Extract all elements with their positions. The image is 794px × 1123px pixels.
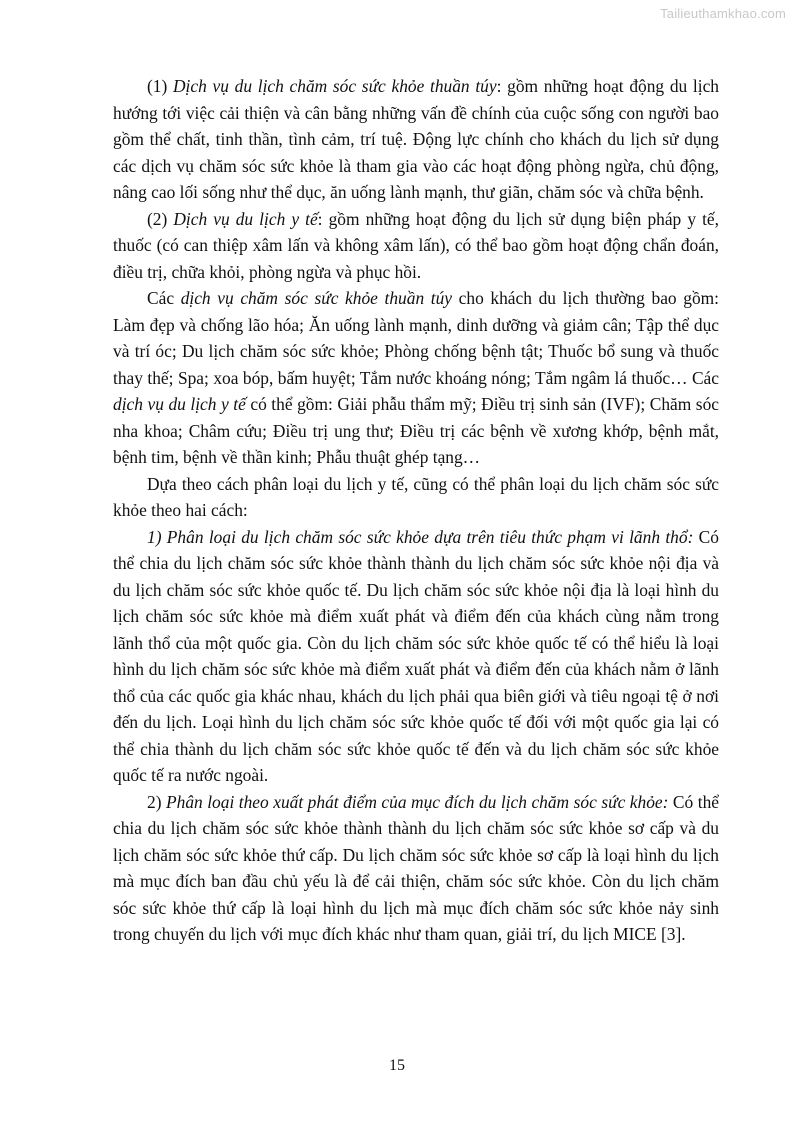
paragraph-text: : gồm những hoạt động du lịch hướng tới việc cải thiện và cân bằng những vấn đề chính của cuộc sống con người bao gồm thể chất, tinh thần, tình cảm, trí tuệ. Động lực chính cho khách du lịch sử dụng các dịch vụ chăm sóc sức khỏe là tham gia vào các hoạt động phòng ngừa, chủ động, nâng cao lối sống như thể dục, ăn uống lành mạnh, thư giãn, chăm sóc và chữa bệnh.	[113, 76, 720, 202]
heading-territorial-classification: 1) Phân loại du lịch chăm sóc sức khỏe dựa trên tiêu thức phạm vi lãnh thổ:	[147, 526, 694, 547]
paragraph-medical-tourism-definition	[113, 206, 719, 286]
paragraph-territorial-classification	[113, 524, 719, 789]
paragraph-purpose-classification	[113, 789, 719, 948]
term-pure-wellness: Dịch vụ du lịch chăm sóc sức khỏe thuần túy	[173, 76, 497, 96]
paragraph-text: Có thể chia du lịch chăm sóc sức khỏe thành thành du lịch chăm sóc sức khỏe nội địa và du lịch chăm sóc sức khỏe quốc tế. Du lịch chăm sóc sức khỏe nội địa là loại hình du lịch chăm sóc sức khỏe mà điểm xuất phát và điểm đến của khách cùng nằm trong lãnh thổ của một quốc gia. Còn du lịch chăm sóc sức khỏe quốc tế có thể hiểu là loại hình du lịch chăm sóc sức khỏe mà điểm xuất phát và điểm đến của khách nằm ở lãnh thổ của các quốc gia khác nhau, khách du lịch phải qua biên giới và tiêu ngoại tệ ở nơi đến du lịch. Loại hình du lịch chăm sóc sức khỏe quốc tế đối với một quốc gia lại có thể chia thành du lịch chăm sóc sức khỏe quốc tế đến và du lịch chăm sóc sức khỏe quốc tế ra nước ngoài.	[113, 526, 719, 785]
term-medical-tourism-services: dịch vụ du lịch y tế	[113, 394, 246, 414]
paragraph-text: Dựa theo cách phân loại du lịch y tế, cũng có thể phân loại du lịch chăm sóc sức khỏe theo hai cách:	[113, 473, 719, 520]
heading-purpose-classification: Phân loại theo xuất phát điểm của mục đích du lịch chăm sóc sức khỏe:	[166, 791, 669, 812]
paragraph-lead: Các	[147, 288, 181, 308]
term-pure-wellness-services: dịch vụ chăm sóc sức khỏe thuần túy	[180, 288, 453, 308]
paragraph-classification-intro	[113, 471, 719, 524]
paragraph-text: cho khách du lịch thường bao gồm: Làm đẹp và chống lão hóa; Ăn uống lành mạnh, dinh dưỡng và giảm cân; Tập thể dục và trí óc; Du lịch chăm sóc sức khỏe; Phòng chống bệnh tật; Thuốc bổ sung và thuốc thay thế; Spa; xoa bóp, bấm huyệt; Tắm nước khoáng nóng; Tắm ngâm lá thuốc… Các	[113, 288, 719, 388]
paragraph-text: có thể gồm: Giải phẫu thẩm mỹ; Điều trị sinh sản (IVF); Chăm sóc nha khoa; Châm cứu; Điều trị ung thư; Điều trị các bệnh về xương khớp, bệnh mắt, bệnh tim, bệnh về thần kinh; Phẫu thuật ghép tạng…	[113, 394, 719, 467]
paragraph-lead: (2)	[147, 208, 174, 229]
paragraph-text: Có thể chia du lịch chăm sóc sức khỏe thành thành du lịch chăm sóc sức khỏe sơ cấp và du lịch chăm sóc sức khỏe thứ cấp. Du lịch chăm sóc sức khỏe sơ cấp là loại hình du lịch mà mục đích ban đầu chủ yếu là để cải thiện, chăm sóc sức khỏe. Còn du lịch chăm sóc sức khỏe thứ cấp là loại hình du lịch mà mục đích chăm sóc sức khỏe nảy sinh trong chuyến du lịch với mục đích khác như tham quan, giải trí, du lịch MICE [3].	[113, 791, 719, 944]
paragraph-text: : gồm những hoạt động du lịch sử dụng biện pháp y tế, thuốc (có can thiệp xâm lấn và không xâm lấn), có thể bao gồm hoạt động chẩn đoán, điều trị, chữa khỏi, phòng ngừa và phục hồi.	[113, 208, 719, 282]
paragraph-pure-wellness-definition	[113, 73, 719, 206]
document-body	[113, 73, 719, 948]
watermark: Tailieuthamkhao.com	[660, 6, 786, 21]
page-number: 15	[389, 1057, 405, 1074]
paragraph-lead: 2)	[147, 791, 166, 812]
paragraph-service-examples	[113, 285, 719, 471]
term-medical-tourism: Dịch vụ du lịch y tế	[173, 208, 318, 229]
paragraph-lead: (1)	[147, 76, 173, 96]
